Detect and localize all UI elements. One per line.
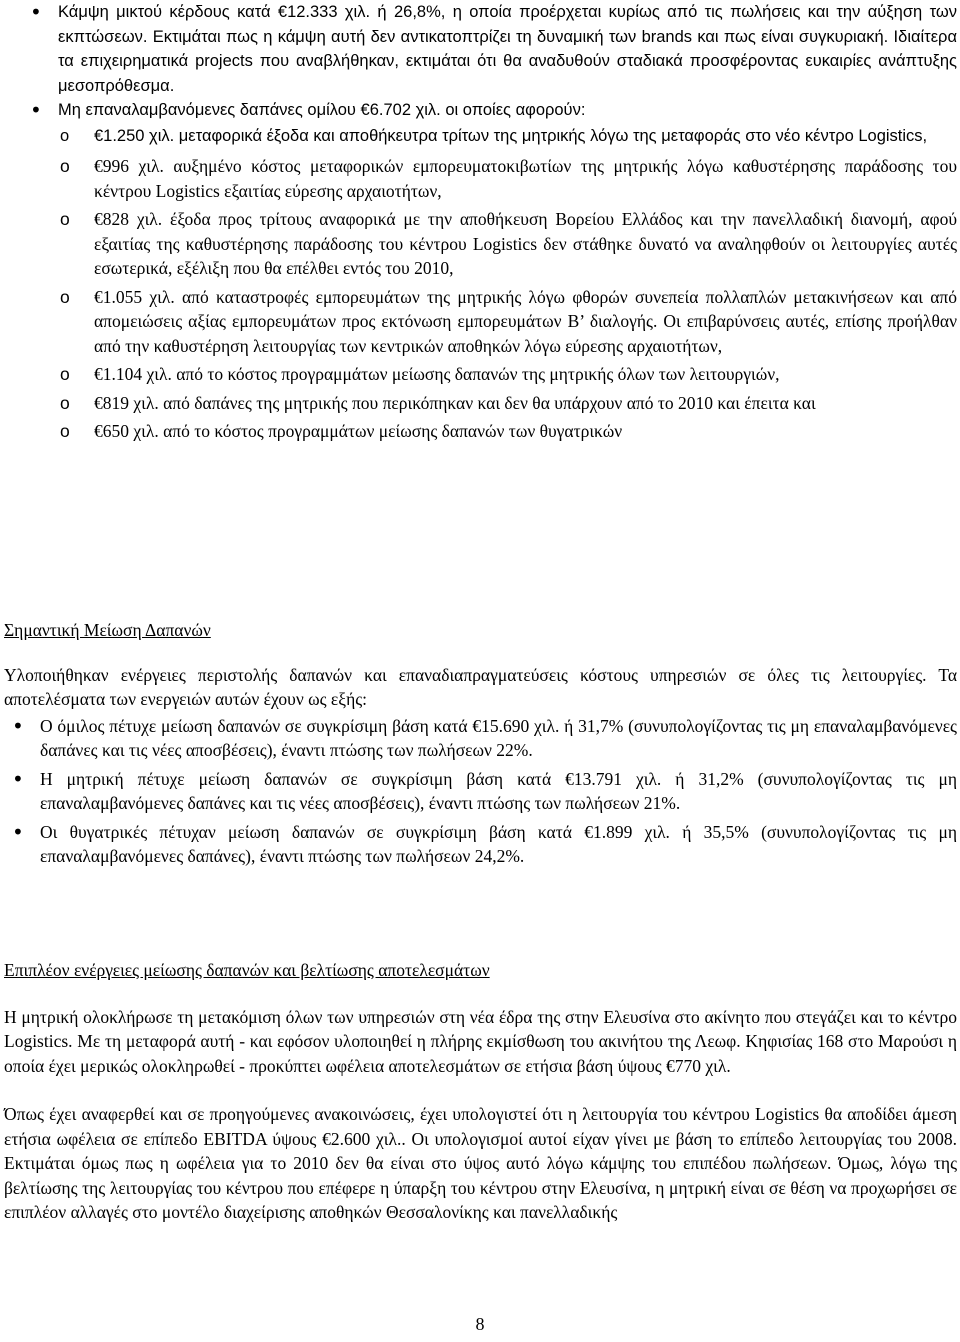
sub-item-text: €819 χιλ. από δαπάνες της μητρικής που περικόπηκαν και δεν θα υπάρχουν από το 2010 και έπειτα και bbox=[94, 392, 816, 413]
bullet-group-savings bbox=[4, 714, 957, 763]
section-additional-actions bbox=[4, 958, 957, 1225]
bullet-text: Κάμψη μικτού κέρδους κατά €12.333 χιλ. ή 26,8%, η οποία προέρχεται κυρίως από τις πωλήσεις και την αύξηση των εκπτώσεων. Εκτιμάται πως η κάμψη αυτή δεν αντικατοπτρίζει τη δυναμική των brands και πως είναι συγκυριακή. Ιδιαίτερα τα επιχειρηματικά projects που αναβλήθηκαν, εκτιμάται ότι θα αναδυθούν σταδιακά προσφέροντας ευκαιρίες ανάπτυξης μεσοπρόθεσμα. bbox=[58, 3, 957, 95]
paragraph-logistics: Όπως έχει αναφερθεί και σε προηγούμενες ανακοινώσεις, έχει υπολογιστεί ότι η λειτουργία του κέντρου Logistics θα αποδίδει άμεση ετήσια ωφέλεια σε επίπεδο EBITDA ύψους €2.600 χιλ.. Οι υπολογισμοί αυτοί είχαν γίνει με βάση το επίπεδο λειτουργίας του 2008. Εκτιμάται όμως πως η ωφέλεια για το 2010 δεν θα είναι στο ύψος αυτό λόγω κάμψης του επιπέδου πωλήσεων. Όμως, λόγω της βελτίωσης της λειτουργίας του κέντρου που επέφερε η ύπαρξη του κέντρου στην Ελευσίνα, η μητρική είναι σε θέση να προχωρήσει σε επιπλέον αλλαγές στο μοντέλο διαχείρισης αποθηκών Θεσσαλονίκης και πανελλαδικής bbox=[4, 1104, 957, 1222]
sub-item-text: €1.055 χιλ. από καταστροφές εμπορευμάτων της μητρικής λόγω φθορών συνεπεία πολλαπλών μετακινήσεων και από απομειώσεις αξίας εμπορευμάτων προς εκτόνωση εμπορευμάτων Β’ διαλογής. Οι επιβαρύνσεις αυτές, επίσης προήλθαν από την καθυστέρηση λειτουργίας των κεντρικών αποθηκών λόγω εύρεσης αρχαιοτήτων, bbox=[94, 286, 957, 356]
sub-item bbox=[22, 124, 957, 149]
bullet-text: Οι θυγατρικές πέτυχαν μείωση δαπανών σε συγκρίσιμη βάση κατά €1.899 χιλ. ή 35,5% (συνυπολογίζοντας τις μη επαναλαμβανόμενες δαπάνες), έναντι πτώσης των πωλήσεων 24,2%. bbox=[40, 821, 957, 866]
bullet-subsidiaries-savings bbox=[4, 820, 957, 869]
sub-item-text: €1.250 χιλ. μεταφορικά έξοδα και αποθήκευτρα τρίτων της μητρικής λόγω της μεταφοράς στο νέο κέντρο Logistics, bbox=[94, 126, 928, 145]
bullet-text: Η μητρική πέτυχε μείωση δαπανών σε συγκρίσιμη βάση κατά €13.791 χιλ. ή 31,2% (συνυπολογίζοντας τις μη επαναλαμβανόμενες δαπάνες και τις νέες αποσβέσεις), έναντι πτώσης των πωλήσεων 21%. bbox=[40, 768, 957, 813]
page-number: 8 bbox=[475, 1314, 485, 1334]
sub-item-text: €1.104 χιλ. από το κόστος προγραμμάτων μείωσης δαπανών της μητρικής όλων των λειτουργιών, bbox=[94, 364, 780, 384]
bullet-text: Ο όμιλος πέτυχε μείωση δαπανών σε συγκρίσιμη βάση κατά €15.690 χιλ. ή 31,7% (συνυπολογίζοντας τις μη επαναλαμβανόμενες δαπάνες και τις νέες αποσβέσεις), έναντι πτώσης των πωλήσεων 22%. bbox=[40, 715, 957, 760]
top-bullet-list bbox=[22, 0, 957, 444]
sub-item-text: €828 χιλ. έξοδα προς τρίτους αναφορικά με την αποθήκευση Βορείου Ελλάδος και την πανελλαδική διανομή, αφού εξαιτίας της καθυστέρησης παράδοσης του κέντρου Logistics δεν στάθηκε δυνατό να αναληφθούν οι λειτουργίες αυτές εσωτερικά, εξέλιξη που θα επέλθει εντός του 2010, bbox=[94, 209, 957, 278]
section-intro: Υλοποιήθηκαν ενέργειες περιστολής δαπανών και επαναδιαπραγματεύσεις κόστους υπηρεσιών σε όλες τις λειτουργίες. Τα αποτελέσματα των ενεργειών αυτών έχουν ως εξής: bbox=[4, 664, 957, 709]
sub-item-text: €650 χιλ. από το κόστος προγραμμάτων μείωσης δαπανών των θυγατρικών bbox=[94, 421, 623, 441]
bullet-list bbox=[22, 0, 957, 123]
sub-item-text: €996 χιλ. αυξημένο κόστος μεταφορικών εμπορευματοκιβωτίων της μητρικής λόγω καθυστέρησης παράδοσης του κέντρου Logistics εξαιτίας εύρεσης αρχαιοτήτων, bbox=[94, 156, 957, 201]
bullet-gross-profit bbox=[22, 0, 957, 98]
section-heading: Σημαντική Μείωση Δαπανών bbox=[4, 620, 211, 640]
cost-reduction-bullets bbox=[4, 714, 957, 869]
sub-bullet-list bbox=[22, 124, 957, 444]
paragraph-relocation: Η μητρική ολοκλήρωσε τη μετακόμιση όλων των υπηρεσιών στη νέα έδρα της στην Ελευσίνα στο ακίνητο που στεγάζει και το κέντρο Logistics. Με τη μεταφορά αυτή - και εφόσον υλοποιηθεί η πλήρης εκμίσθωση του ακινήτου της Λεωφ. Κηφισίας 168 στο Μαρούσι η οποία έχει μερικώς ολοκληρωθεί - προκύπτει ωφέλεια αποτελεσμάτων σε ετήσια βάση ύψους €770 χιλ. bbox=[4, 1006, 957, 1076]
sub-item bbox=[22, 419, 957, 444]
section-heading: Επιπλέον ενέργειες μείωσης δαπανών και βελτίωσης αποτελεσμάτων bbox=[4, 960, 490, 980]
sub-item bbox=[22, 207, 957, 281]
sub-item bbox=[22, 362, 957, 387]
bullet-non-recurring-expenses bbox=[22, 98, 957, 123]
section-cost-reduction bbox=[4, 618, 957, 869]
sub-item bbox=[22, 391, 957, 416]
bullet-parent-savings bbox=[4, 767, 957, 816]
sub-item bbox=[22, 154, 957, 203]
bullet-text: Μη επαναλαμβανόμενες δαπάνες ομίλου €6.702 χιλ. οι οποίες αφορούν: bbox=[58, 101, 586, 119]
sub-item bbox=[22, 285, 957, 359]
